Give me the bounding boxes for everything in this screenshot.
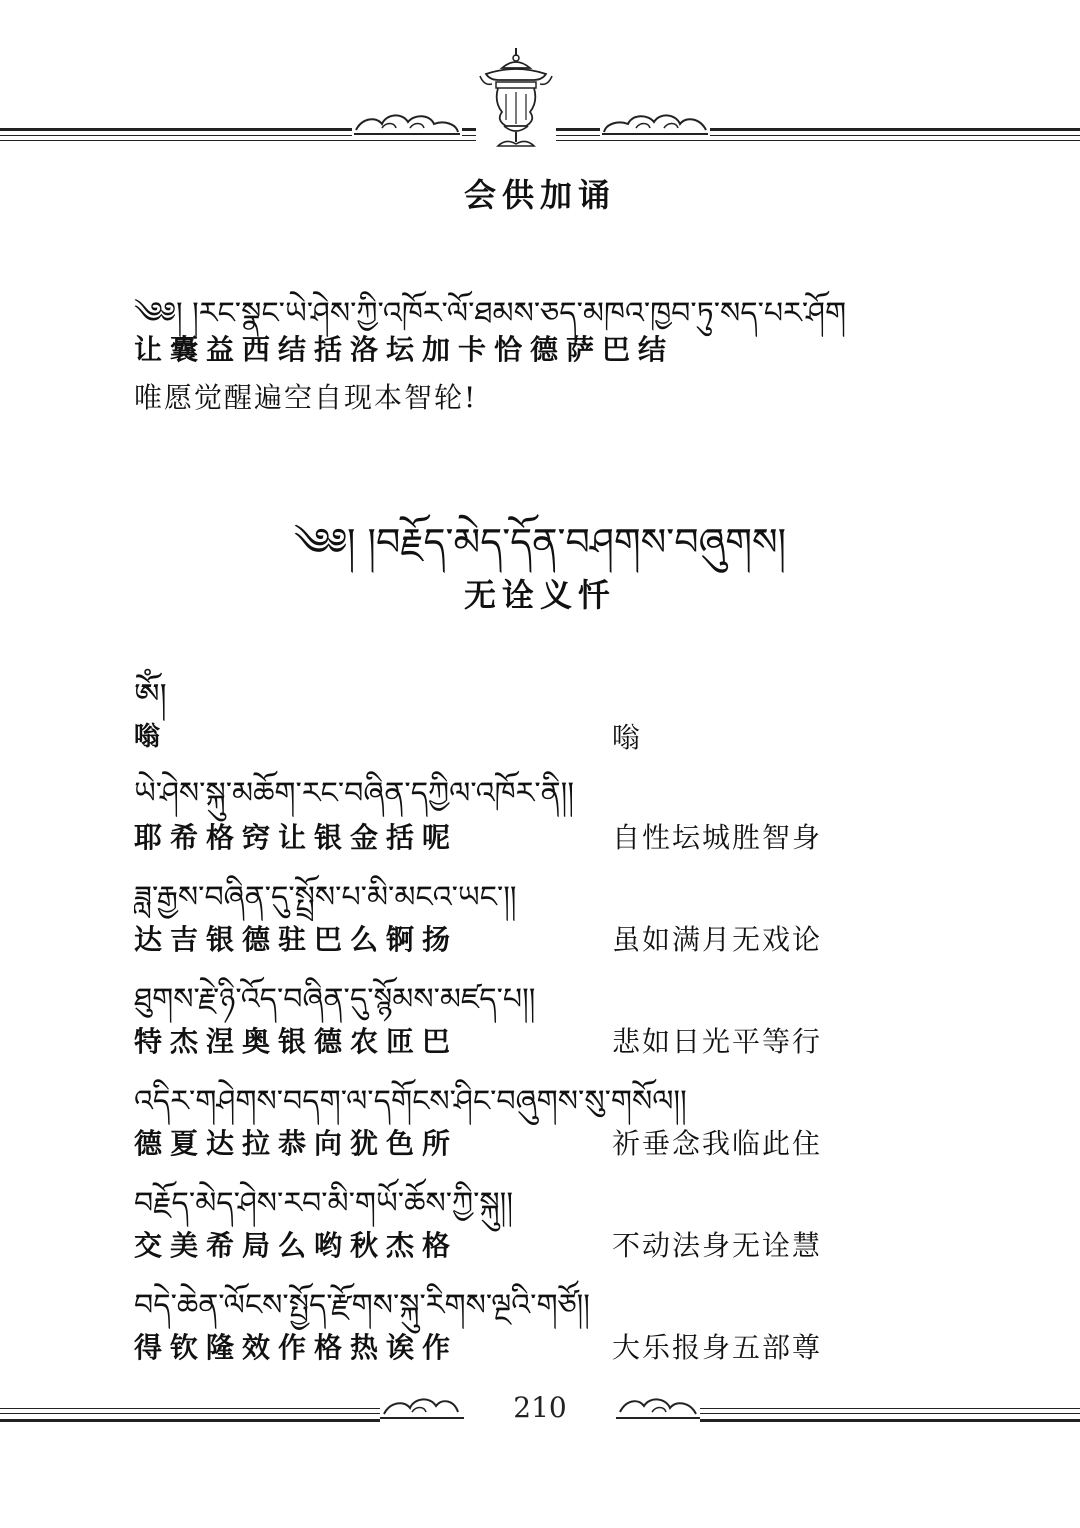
verse-tibetan: ཟླ་རྒྱས་བཞིན་དུ་སྤྲོས་པ་མི་མངའ་ཡང་།། bbox=[134, 880, 517, 915]
cloud-ornament-right-icon bbox=[600, 108, 710, 138]
cloud-ornament-left-icon bbox=[352, 108, 462, 138]
victory-banner-emblem-icon bbox=[476, 46, 556, 154]
verse-phonetic: 交美希局么哟秋杰格 bbox=[134, 1229, 459, 1262]
section-title: 无诠义忏 bbox=[463, 576, 616, 614]
verse-tibetan: ཐུགས་རྗེ་ཉི་འོད་བཞིན་དུ་སྙོམས་མཛད་པ།། bbox=[134, 982, 536, 1017]
verse-tibetan: ཡེ་ཤེས་སྐུ་མཆོག་རང་བཞིན་དཀྱིལ་འཁོར་ནི།། bbox=[134, 776, 574, 811]
intro-translation: 唯愿觉醒遍空自现本智轮! bbox=[134, 381, 478, 414]
verse-tibetan: འདིར་གཤེགས་བདག་ལ་དགོངས་ཤིང་བཞུགས་སུ་གསོལ།། bbox=[134, 1084, 687, 1119]
verse-tibetan: བདེ་ཆེན་ལོངས་སྤྱོད་རྫོགས་སྐུ་རིགས་ལྔའི་གཙོ།། bbox=[134, 1288, 590, 1323]
section-tibetan-title: ༄༅། །བརྗོད་མེད་དོན་བཤགས་བཞུགས། bbox=[293, 520, 787, 564]
verse-translation: 祈垂念我临此住 bbox=[612, 1127, 823, 1160]
verse-phonetic: 特杰涅奥银德农匝巴 bbox=[134, 1025, 459, 1058]
verse-phonetic: 达吉银德驻巴么锕扬 bbox=[134, 923, 459, 956]
verse-translation: 大乐报身五部尊 bbox=[612, 1331, 823, 1364]
page-number: 210 bbox=[513, 1391, 567, 1424]
intro-tibetan: ༄༅། །རང་སྣང་ཡེ་ཤེས་ཀྱི་འཁོར་ལོ་ཐམས་ཅད་མཁའ་ཁྱབ་ཏུ་སད་པར་ཤོག bbox=[134, 296, 847, 331]
verse-phonetic: 得钦隆效作格热诶作 bbox=[134, 1331, 459, 1364]
verse-phonetic: 德夏达拉恭向犹色所 bbox=[134, 1127, 459, 1160]
verse-translation: 悲如日光平等行 bbox=[612, 1025, 823, 1058]
verse-tibetan: བརྗོད་མེད་ཤེས་རབ་མི་གཡོ་ཆོས་ཀྱི་སྐུ།། bbox=[134, 1186, 513, 1221]
page-title: 会供加诵 bbox=[463, 176, 616, 214]
verse-translation: 虽如满月无戏论 bbox=[612, 923, 823, 956]
verse-translation: 自性坛城胜智身 bbox=[612, 821, 823, 854]
seed-phonetic: 嗡 bbox=[134, 722, 169, 752]
seed-syllable: ༀ། bbox=[134, 676, 167, 714]
seed-translation: 嗡 bbox=[612, 721, 643, 754]
verse-translation: 不动法身无诠慧 bbox=[612, 1229, 823, 1262]
intro-phonetic: 让囊益西结括洛坛加卡恰德萨巴结 bbox=[134, 333, 675, 366]
verse-phonetic: 耶希格窍让银金括呢 bbox=[134, 821, 459, 854]
